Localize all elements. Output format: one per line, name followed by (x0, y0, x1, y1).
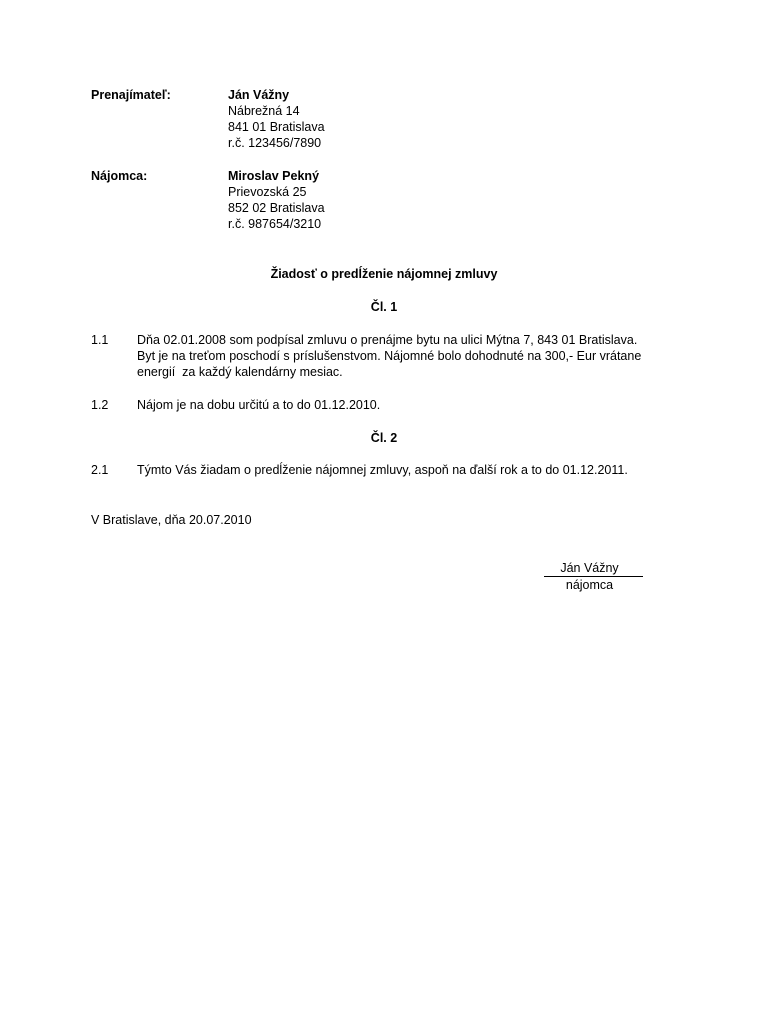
tenant-name: Miroslav Pekný (228, 169, 320, 183)
clause-1-1-text (137, 332, 641, 380)
place-date: V Bratislave, dňa 20.07.2010 (91, 513, 252, 527)
tenant-id: r.č. 987654/3210 (228, 217, 322, 231)
clause-1-2-number: 1.2 (91, 398, 109, 412)
landlord-street: Nábrežná 14 (228, 104, 300, 118)
article-2-heading: Čl. 2 (370, 431, 398, 445)
landlord-city: 841 01 Bratislava (228, 120, 325, 134)
clause-1-1-line-1: Dňa 02.01.2008 som podpísal zmluvu o prenájme bytu na ulici Mýtna 7, 843 01 Bratislava. (137, 333, 638, 347)
tenant-address-block (228, 168, 325, 232)
signature-name: Ján Vážny (560, 561, 619, 575)
landlord-label: Prenajímateľ: (91, 88, 171, 102)
landlord-address-block (228, 87, 325, 151)
clause-1-1-number: 1.1 (91, 333, 109, 347)
document-title: Žiadosť o predĺženie nájomnej zmluvy (270, 267, 498, 281)
tenant-city: 852 02 Bratislava (228, 201, 325, 215)
clause-1-1-line-3: energií za každý kalendárny mesiac. (137, 365, 343, 379)
tenant-street: Prievozská 25 (228, 185, 307, 199)
landlord-name: Ján Vážny (228, 88, 290, 102)
article-1-heading: Čl. 1 (370, 300, 398, 314)
clause-1-1-line-2: Byt je na treťom poschodí s príslušenstvom. Nájomné bolo dohodnuté na 300,- Eur vrátane (137, 349, 642, 363)
clause-1-2-text: Nájom je na dobu určitú a to do 01.12.2010. (137, 398, 381, 412)
tenant-label: Nájomca: (91, 169, 148, 183)
clause-2-1-number: 2.1 (91, 463, 109, 477)
landlord-id: r.č. 123456/7890 (228, 136, 322, 150)
signature-role: nájomca (565, 578, 614, 592)
clause-2-1-text: Týmto Vás žiadam o predĺženie nájomnej zmluvy, aspoň na ďalší rok a to do 01.12.2011. (137, 463, 628, 477)
